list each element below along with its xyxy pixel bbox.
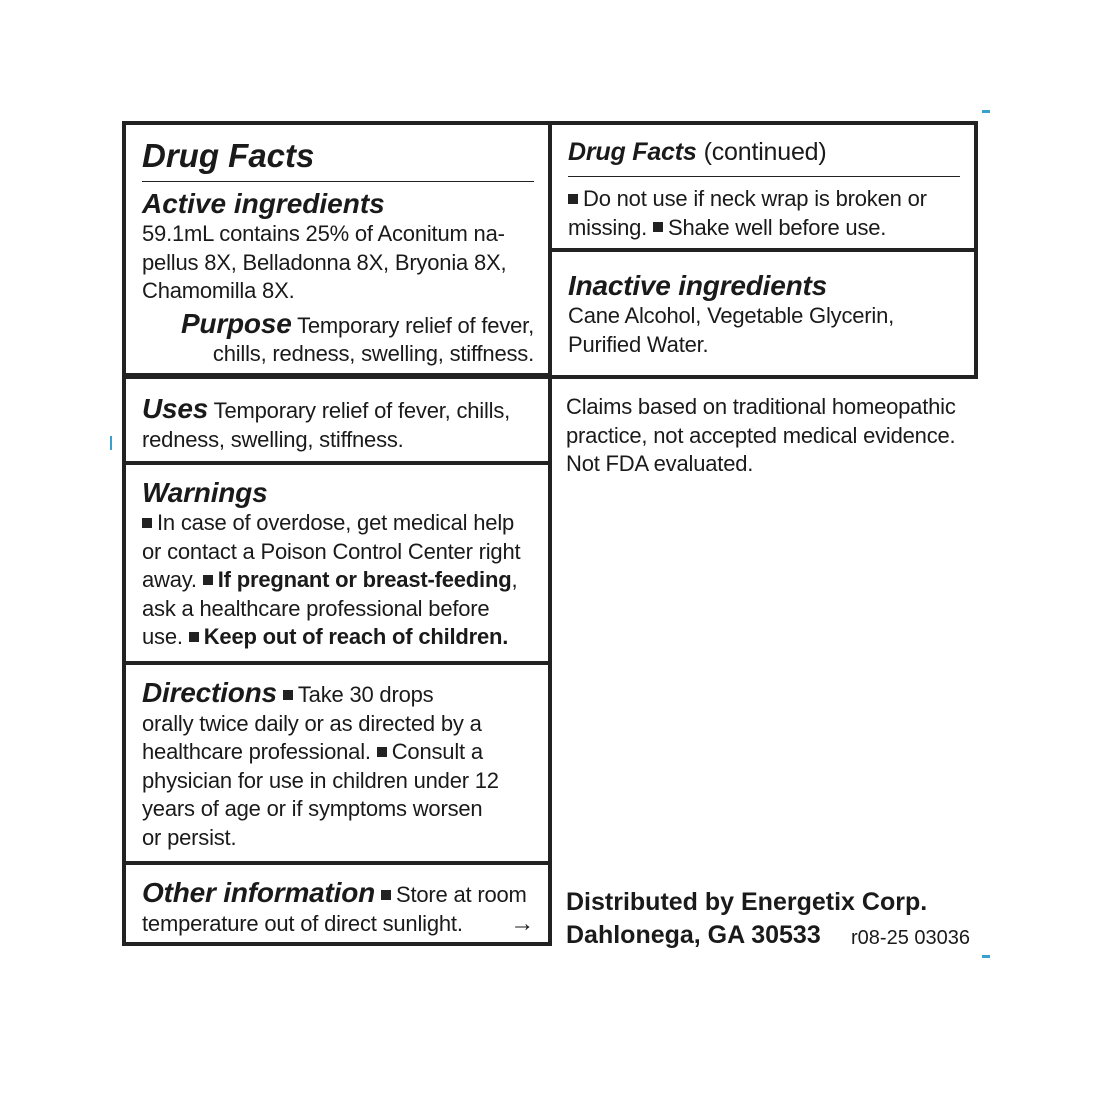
purpose-section: Purpose Temporary relief of fever, chills, redness, swelling, stiffness. <box>180 307 534 366</box>
active-ingredients-panel <box>122 121 552 377</box>
warnings-panel: Warnings In case of overdose, get medical help or contact a Poison Control Center right away. If pregnant or breast-feeding, ask a healthcare professional before use. Keep out of reach of children. <box>122 461 552 665</box>
bullet-square-icon <box>283 690 293 700</box>
inactive-ingredients-heading: Inactive ingredients <box>568 270 827 301</box>
other-information-panel: Other information Store at room temperature out of direct sunlight. → <box>122 861 552 946</box>
inactive-ingredients-panel: Inactive ingredients Cane Alcohol, Vegetable Glycerin, Purified Water. <box>548 248 978 379</box>
drug-facts-continued-title: Drug Facts (continued) <box>568 135 960 177</box>
bullet-square-icon <box>203 575 213 585</box>
bullet-square-icon <box>377 747 387 757</box>
bullet-square-icon <box>142 518 152 528</box>
claims-disclaimer: Claims based on traditional homeopathic practice, not accepted medical evidence. Not FDA evaluated. <box>566 394 956 476</box>
directions-panel: Directions Take 30 drops orally twice daily or as directed by a healthcare professional. Consult a physician for use in children under 12 years of age or if symptoms worsen or persist. <box>122 661 552 865</box>
continued-warnings-text: Do not use if neck wrap is broken or missing. Shake well before use. <box>568 186 927 240</box>
distributor-name: Distributed by Energetix Corp. <box>566 888 928 916</box>
uses-heading: Uses <box>142 393 209 424</box>
corner-mark-bottom-right <box>982 955 990 958</box>
drug-facts-title: Drug Facts <box>142 137 534 182</box>
purpose-heading: Purpose <box>180 307 292 339</box>
active-ingredients-text: 59.1mL contains 25% of Aconitum na- pellus 8X, Belladonna 8X, Bryonia 8X, Chamomilla 8X. <box>142 221 507 303</box>
inactive-ingredients-text: Cane Alcohol, Vegetable Glycerin, <box>568 303 895 328</box>
active-ingredients-heading: Active ingredients <box>142 188 385 219</box>
bullet-square-icon <box>189 632 199 642</box>
distributor-address: Dahlonega, GA 30533 <box>566 921 821 949</box>
bullet-square-icon <box>653 222 663 232</box>
label-code: r08-25 03036 <box>851 927 970 949</box>
uses-text: Temporary relief of fever, chills, <box>213 398 511 423</box>
warnings-heading: Warnings <box>142 477 268 508</box>
arrow-right-icon: → <box>510 909 534 937</box>
directions-heading: Directions <box>142 677 277 708</box>
other-information-heading: Other information <box>142 877 376 908</box>
corner-mark-left <box>110 436 112 450</box>
drug-facts-continued-panel <box>548 121 978 252</box>
corner-mark-top-right <box>982 110 990 113</box>
distributor-info <box>566 886 976 952</box>
bullet-square-icon <box>381 890 391 900</box>
bullet-square-icon <box>568 194 578 204</box>
uses-panel: Uses Temporary relief of fever, chills, redness, swelling, stiffness. <box>122 375 552 465</box>
